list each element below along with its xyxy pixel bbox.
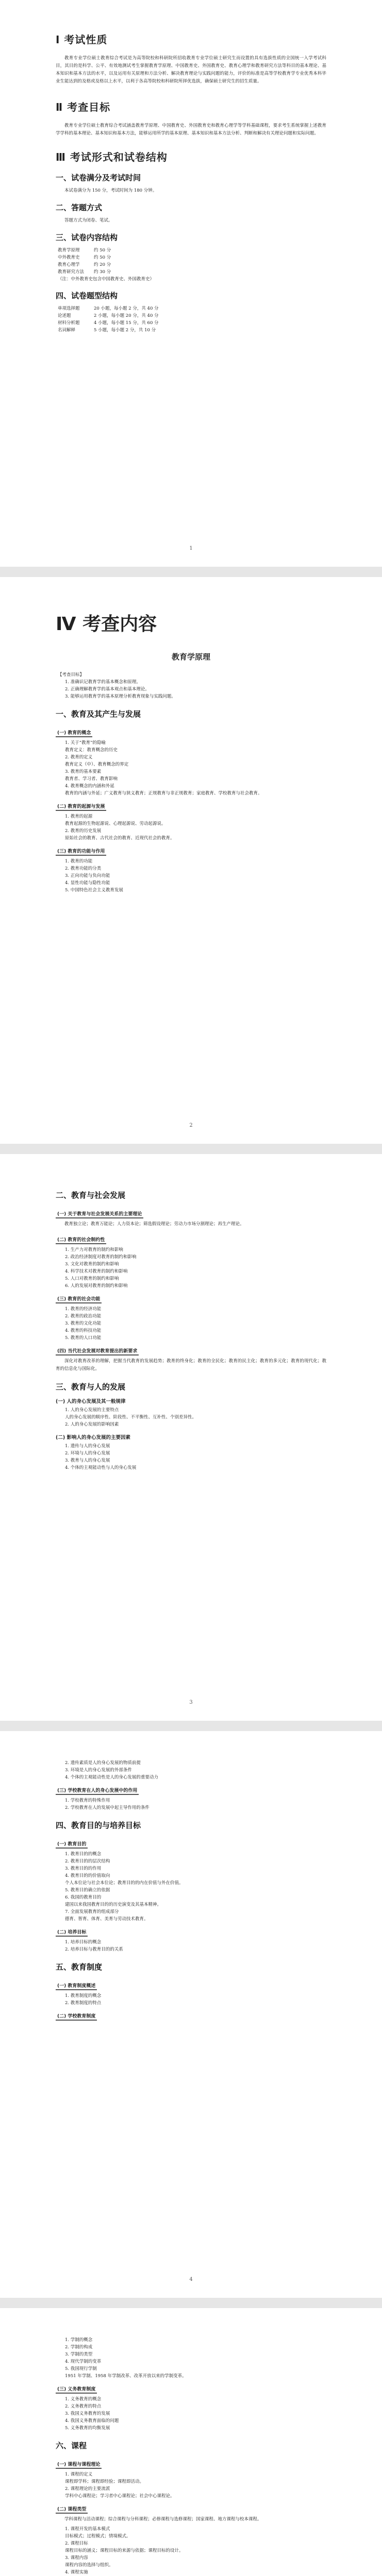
- list-item: 1. 关于“教育”的隐喻: [65, 740, 106, 745]
- list-item: 1. 义务教育的概念: [65, 2397, 102, 2402]
- table-row: [58, 247, 326, 254]
- row-key: 教育研究方法: [58, 269, 85, 275]
- list-item: 课程目标的涵义；课程目标的来源与依据；课程目标的设计。: [65, 2548, 184, 2553]
- page-number: 4: [189, 2277, 193, 2282]
- list-item: 教育定义（中）、教育概念的界定: [65, 762, 129, 767]
- list-item: 2. 人的身心发展的影响因素: [65, 1422, 119, 1427]
- table-note: （注：中外教育史包含中国教育史、外国教育史）: [58, 277, 155, 282]
- page-number: 3: [189, 1700, 193, 1705]
- paragraph: 教育专业学位硕士教育综合考试涵盖教育学原理、中国教育史、外国教育史和教育心理学等学科基础课程，要求考生系统掌握上述教育学学科的基本理论、基本知识和基本方法，能够运用所学的基本原理、基本知识和基本方法分析、判断和解决有关理论问题和实际问题。: [56, 123, 326, 136]
- list-item: 5. 中国特色社会主义教育发展: [65, 888, 123, 893]
- list-item: 4. 教育概念的内涵和外延: [65, 784, 114, 789]
- list-item: 5. 教育目的确立的依据: [65, 1888, 110, 1893]
- row-value: 约 30 分: [94, 269, 111, 275]
- topic-heading: (一) 人的身心发展及其一般规律: [56, 1399, 126, 1404]
- topic-heading: (二) 培养目标: [56, 1928, 88, 1937]
- list-item: 2. 遗传素质是人的身心发展的物质前提: [65, 1760, 141, 1766]
- list-item: 2. 正确理解教育学的基本观点和基本理论。: [65, 687, 150, 692]
- table-row: [58, 327, 326, 334]
- topic-heading: (三) 学校教育在人的身心发展中的作用: [56, 1786, 139, 1795]
- list-item: 3. 能够运用教育学的基本原理分析教育现象与实践问题。: [65, 694, 176, 699]
- list-item: 5. 人口对教育的制约和影响: [65, 1276, 119, 1281]
- section-heading-exam-goals: Ⅱ 考查目标: [56, 101, 111, 113]
- paragraph: 学科课程与活动课程；综合课程与分科课程；必修课程与选修课程；国家课程、地方课程与校本课程。: [64, 2517, 262, 2522]
- list-item: 2. 环境与人的身心发展: [65, 1451, 110, 1456]
- list-item: 2. 教育目的的层次结构: [65, 1859, 110, 1864]
- list-item: 2. 教育制度的特点: [65, 2001, 102, 2006]
- list-item: 7. 全面发展教育的组成部分: [65, 1909, 119, 1914]
- list-item: 1. 教育的功能: [65, 859, 93, 864]
- topic-heading: (二) 教育的社会制约性: [56, 1235, 106, 1244]
- chapter-heading: 三、教育与人的发展: [56, 1382, 126, 1392]
- paragraph: 答题方式为闭卷、笔试。: [64, 218, 113, 223]
- page-5: [0, 2308, 382, 2576]
- subsection-heading: 四、试卷题型结构: [56, 291, 118, 300]
- list-item: 2. 学校教育在人的发展中起主导作用的条件: [65, 1805, 150, 1810]
- topic-heading: (三) 教育的功能与作用: [56, 847, 106, 856]
- list-item: 原始社会的教育、古代社会的教育、近现代社会的教育。: [65, 836, 175, 841]
- table-row: [58, 305, 326, 312]
- chapter-heading: 六、课程: [56, 2441, 87, 2450]
- list-item: 1. 教育目的的概念: [65, 1852, 102, 1857]
- topic-heading: (二) 学校教育制度: [56, 2012, 97, 2021]
- list-item: 5. 我国现行学制: [65, 2366, 97, 2371]
- list-item: 1. 教育制度的概念: [65, 1993, 102, 1998]
- list-item: 6. 人的发展对教育的制约和影响: [65, 1283, 128, 1289]
- list-item: 教育起源的生物起源说、心理起源说、劳动起源说。: [65, 821, 166, 826]
- chapter-heading: 五、教育制度: [56, 1962, 103, 1972]
- list-item: 2. 教育的定义: [65, 755, 93, 760]
- list-item: 3. 教育与人的身心发展: [65, 1458, 110, 1463]
- page-1: [0, 0, 382, 567]
- subsection-heading: 一、试卷满分及考试时间: [56, 173, 141, 182]
- row-key: 材料分析题: [58, 320, 80, 326]
- list-item: 3. 文化对教育的制约和影响: [65, 1262, 119, 1267]
- row-value: 约 50 分: [94, 248, 111, 253]
- section-heading-exam-nature: Ⅰ 考试性质: [56, 33, 108, 46]
- page-number: 1: [189, 546, 193, 551]
- list-item: 2. 学制的构成: [65, 2345, 93, 2350]
- topic-heading: (一) 教育目的: [56, 1840, 88, 1849]
- topic-heading: (一) 关于教育与社会发展关系的主要理论: [56, 1210, 143, 1218]
- list-item: 1. 教育的经济功能: [65, 1307, 102, 1312]
- question-type-table: [58, 305, 326, 334]
- subsection-heading: 三、试卷内容结构: [56, 233, 118, 242]
- list-item: 3. 环境是人的身心发展的外部条件: [65, 1768, 132, 1773]
- list-item: 4. 现代学制的变革: [65, 2359, 102, 2364]
- list-item: 3. 学制的类型: [65, 2352, 93, 2357]
- list-item: 3. 教育的文化功能: [65, 1321, 102, 1326]
- table-row: [58, 268, 326, 276]
- list-item: 1. 人的身心发展的主要特点: [65, 1408, 119, 1413]
- list-item: 1. 生产力对教育的制约和影响: [65, 1247, 123, 1252]
- list-item: 1. 学校教育的特殊作用: [65, 1798, 110, 1803]
- list-item: 2. 义务教育的特点: [65, 2404, 102, 2409]
- page-3: [0, 1154, 382, 1721]
- row-value: 20 小题，每小题 2 分，共 40 分: [94, 306, 159, 311]
- topic-heading: (一) 教育的概念: [56, 728, 92, 737]
- list-item: 2. 教育的历史发展: [65, 828, 102, 834]
- topic-heading: (一) 教育制度概述: [56, 1981, 97, 1990]
- list-item: 2. 政治经济制度对教育的制约和影响: [65, 1255, 137, 1260]
- list-item: 1. 课程开发的基本模式: [65, 2527, 110, 2532]
- topic-heading: (一) 课程与课程理论: [56, 2460, 102, 2469]
- list-item: 6. 我国的教育目的: [65, 1895, 102, 1900]
- topic-heading: (二) 影响人的身心发展的主要因素: [56, 1435, 130, 1440]
- goals-heading: 【考查目标】: [58, 672, 85, 677]
- list-item: 1. 遗传与人的身心发展: [65, 1444, 110, 1449]
- row-key: 名词解释: [58, 328, 76, 333]
- subsection-heading: 二、答题方式: [56, 203, 103, 212]
- list-item: 教育定义：教育概念的历史: [65, 748, 118, 753]
- list-item: 4. 显性功能与隐性功能: [65, 880, 110, 886]
- list-item: 2. 课程目标: [65, 2541, 88, 2546]
- list-item: 3. 教育目的的作用: [65, 1866, 102, 1871]
- table-row: [58, 261, 326, 268]
- list-item: 个人本位论与社会本位论；教育目的的内在价值与外在价值。: [65, 1880, 184, 1886]
- topic-heading: (三) 教育的社会功能: [56, 1295, 102, 1303]
- row-value: 约 20 分: [94, 262, 111, 267]
- chapter-heading: 四、教育目的与培养目标: [56, 1821, 141, 1830]
- list-item: 1. 课程的定义: [65, 2472, 93, 2477]
- chapter-heading: 一、教育及其产生与发展: [56, 709, 141, 719]
- list-item: 2. 课程理论的主要流派: [65, 2486, 110, 2492]
- row-key: 中外教育史: [58, 255, 80, 260]
- paragraph: 深化对教育改革的理解，把握当代教育的发展趋势；教育的终身化；教育的全民化；教育的民主化；教育的多元化；教育的现代化；教育的信息化与国际化。: [56, 1359, 326, 1371]
- row-key: 教育心理学: [58, 262, 80, 267]
- subject-title: 教育学原理: [171, 652, 210, 662]
- list-item: 4. 教育的科技功能: [65, 1328, 102, 1333]
- content-structure-table: [58, 247, 326, 283]
- page-4: [0, 1731, 382, 2298]
- list-item: 1. 教育的起源: [65, 814, 93, 819]
- list-item: 建国以来我国教育目的的历史演变及其基本精神。: [65, 1902, 162, 1907]
- list-item: 2. 培养目标与教育目的的关系: [65, 1947, 123, 1952]
- row-key: 单项选择题: [58, 306, 80, 311]
- topic-heading: (二) 课程类型: [56, 2505, 88, 2514]
- list-item: 4. 我国义务教育面临的问题: [65, 2418, 119, 2424]
- page-number: 2: [189, 1123, 193, 1128]
- row-value: 约 50 分: [94, 255, 111, 260]
- table-row: [58, 312, 326, 319]
- list-item: 学科中心课程论；学习者中心课程论；社会中心课程论。: [65, 2494, 175, 2499]
- chapter-heading: 二、教育与社会发展: [56, 1191, 126, 1200]
- paragraph: 本试卷满分为 150 分，考试时间为 180 分钟。: [64, 188, 157, 193]
- list-item: 人的身心发展的顺序性、阶段性、不平衡性、互补性、个别差异性。: [65, 1415, 197, 1420]
- list-item: 2. 教育功能的分类: [65, 866, 102, 871]
- list-item: 1. 学制的概念: [65, 2337, 93, 2343]
- part-title: Ⅳ 考查内容: [56, 614, 157, 635]
- topic-heading: (二) 教育的起源与发展: [56, 802, 106, 811]
- list-item: 4. 个体的主观能动性与人的身心发展: [65, 1465, 137, 1470]
- row-value: 5 小题，每小题 2 分，共 10 分: [94, 328, 156, 333]
- list-item: 教育的内涵与外延；广义教育与狭义教育；正规教育与非正规教育；家庭教育、学校教育与社会教育。: [65, 791, 262, 796]
- list-item: 5. 教育的人口功能: [65, 1335, 102, 1341]
- page-2: [0, 577, 382, 1144]
- table-row: [58, 254, 326, 261]
- row-value: 2 小题，每小题 20 分，共 40 分: [94, 313, 159, 318]
- topic-heading: (三) 义务教育制度: [56, 2385, 97, 2394]
- list-item: 3. 正向功能与负向功能: [65, 873, 110, 878]
- list-item: 4. 科学技术对教育的制约和影响: [65, 1269, 128, 1274]
- list-item: 3. 教育的基本要素: [65, 769, 102, 774]
- paragraph: 教育独立论；教育万能论；人力资本论；筛选假设理论；劳动力市场分割理论；再生产理论。: [64, 1222, 244, 1227]
- list-item: 3. 我国义务教育的发展: [65, 2411, 110, 2416]
- list-item: 4. 个体的主观能动性是人的身心发展的重要动力: [65, 1775, 158, 1780]
- list-item: 德育、智育、体育、美育与劳动技术教育。: [65, 1917, 148, 1922]
- list-item: 教育者、学习者、教育影响: [65, 776, 118, 782]
- list-item: 4. 教育目的的价值取向: [65, 1873, 110, 1878]
- list-item: 5. 义务教育的均衡发展: [65, 2426, 110, 2431]
- row-value: 4 小题，每小题 15 分，共 60 分: [94, 320, 159, 326]
- list-item: 4. 课程实施: [65, 2570, 88, 2575]
- list-item: 课程即学科；课程即经验；课程即活动。: [65, 2479, 144, 2484]
- list-item: 1. 准确识记教育学的基本概念和原理。: [65, 680, 141, 685]
- topic-heading: (四) 当代社会发展对教育提出的新要求: [56, 1347, 139, 1355]
- list-item: 课程内容的选择与组织。: [65, 2563, 113, 2568]
- list-item: 2. 教育的政治功能: [65, 1314, 102, 1319]
- section-heading-exam-format: Ⅲ 考试形式和试卷结构: [56, 151, 168, 163]
- list-item: 目标模式；过程模式；情境模式。: [65, 2534, 131, 2539]
- row-key: 论述题: [58, 313, 71, 318]
- row-key: 教育学原理: [58, 248, 80, 253]
- list-item: 1951 年学制、1958 年学制改革、改革开放以来的学制变革。: [65, 2374, 187, 2379]
- table-row: [58, 319, 326, 327]
- list-item: 1. 培养目标的概念: [65, 1940, 102, 1945]
- list-item: 3. 课程内容: [65, 2555, 88, 2561]
- paragraph: 教育专业学位硕士教育综合考试是为高等院校和科研院所招收教育专业学位硕士研究生而设置的具有选拔性质的全国统一入学考试科目，其目的是科学、公平、有效地测试考生掌握教育学原理、中国教育史、外国教育史、教育心理学和教育研究方法等科目的基本理论、基本知识和基本方法的水平，以及运用有关原理和方法分析、解决教育理论与实践问题的能力，评价的标准是高等学校教育学专业优秀本科毕业生能达到的及格或及格以上水平，以利于各高等院校和科研院所择优选拔，确保硕士研究生的招生质量。: [56, 56, 326, 84]
